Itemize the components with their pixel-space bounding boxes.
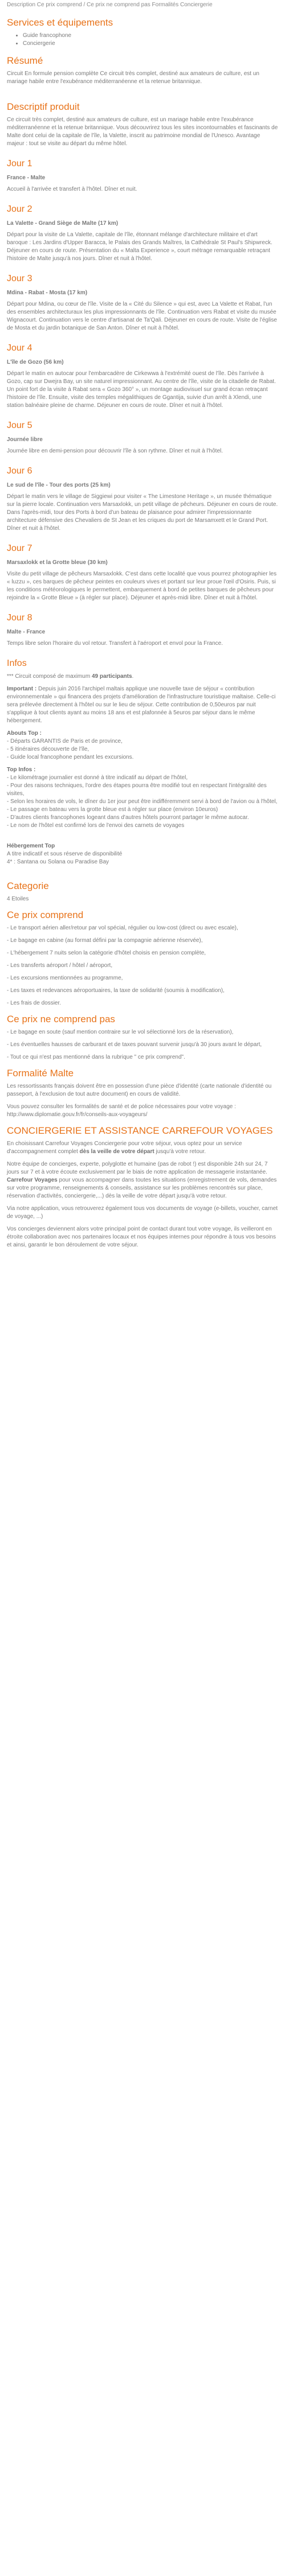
infos-participants-suffix: . [132, 673, 134, 680]
day-subtitle: Journée libre [7, 437, 43, 443]
infos-participants-prefix: *** Circuit composé de maximum [7, 673, 92, 680]
day-subtitle: L'île de Gozo (56 km) [7, 359, 64, 365]
day-title: Jour 4 [7, 343, 32, 353]
day-text: Départ pour la visite de La Valette, capitale de l'île, étonnant mélange d'architecture militaire et d'art baroque : Les Jardins d'Upper Baracca, le Palais des Grands Maîtres, la Cathédrale St Paul's Shipwreck. Déjeuner en cours de route. Présentation du « Malta Experience », court métrage remarquable retraçant l'histoire de Malte jusqu'à nos jours. Dîner et nuit à l'hôtel. [7, 232, 272, 262]
abouts-top-title: Abouts Top : [7, 730, 42, 736]
resume-title: Résumé [7, 55, 43, 66]
conciergerie-documents: Via notre application, vous retrouverez également tous vos documents de voyage (e-billets, voucher, carnet de voyage, ...) [7, 1205, 278, 1220]
list-item: - Les taxes et redevances aéroportuaires, la taxe de solidarité (soumis à modification), [7, 987, 225, 994]
hebergement [7, 842, 278, 866]
day-6 [7, 466, 278, 533]
breadcrumb[interactable]: Description Ce prix comprend / Ce prix ne comprend pas Formalités Conciergerie [7, 2, 213, 8]
day-title: Jour 5 [7, 421, 32, 430]
infos-participants-count: 49 participants [91, 673, 132, 680]
day-title: Jour 6 [7, 466, 32, 476]
conciergerie-intro-bold: dès la veille de votre départ [79, 1149, 154, 1155]
conciergerie-intro-a: En choisissant Carrefour Voyages Conciergerie pour votre séjour, vous optez pour un service d'accompagnement complet [7, 1141, 242, 1155]
day-text: Départ le matin vers le village de Siggiewi pour visiter « The Limestone Heritage », un musée thématique sur la pierre locale. Continuation vers Marsaxlokk, un petit village de pêcheurs. Déjeuner en cours de route. Dans l'après-midi, tour des Ports à bord d'un bateau de plaisance pour admirer l'impressionnante architecture défensive des Chevaliers de St Jean et les criques du port de Marsamxett et le Grand Port. Dîner et nuit à l'hôtel. [7, 493, 278, 532]
list-item: - Le bagage en soute (sauf mention contraire sur le vol sélectionné lors de la réservation), [7, 1029, 234, 1035]
conciergerie-team-b: pour vous accompagner dans toutes les situations (enregistrement de vols, demandes sur votre programme, renseignements & conseils, assistance sur les problèmes rencontrés sur place, réservation d'activités, conciergerie,...) dès la veille de votre départ jusqu'à votre retour. [7, 1177, 277, 1199]
infos-title: Infos [7, 659, 27, 668]
day-title: Jour 7 [7, 544, 32, 553]
top-infos-line: - Le nom de l'hôtel est confirmé lors de l'envoi des carnets de voyages [7, 822, 185, 829]
day-text: Départ pour Mdina, ou cœur de l'île. Visite de la « Cité du Silence » qui est, avec La Valette et Rabat, l'un des ensembles architecturaux les plus impressionnants de l'île. Continuation vers Rabat et visite du musée Wignacourt. Continuation vers le centre d'artisanat de Ta'Qali. Déjeuner en cours de route. Visite de l'église de Mosta et du jardin botanique de San Anton. Dîner et nuit à l'hôtel. [7, 301, 277, 331]
list-item: - Le transport aérien aller/retour par vol spécial, régulier ou low-cost (direct ou avec escale), [7, 925, 238, 931]
categorie-title: Categorie [7, 880, 49, 891]
day-title: Jour 8 [7, 613, 32, 623]
top-infos-line: - Le passage en bateau vers la grotte bleue est à régler sur place (environ 10euros) [7, 806, 218, 813]
service-item: • Guide francophone [23, 32, 278, 40]
abouts-top-line: - 5 itinéraires découverte de l'île, [7, 746, 89, 752]
service-item: • Conciergerie [23, 40, 278, 48]
prix-comprend-title: Ce prix comprend [7, 910, 84, 920]
infos-important-text: Depuis juin 2016 l'archipel maltais applique une nouvelle taxe de séjour « contribution environnementale » qui financera des projets d'amélioration de l'infrastructure touristique maltaise. Celle-ci sera prélevée directement à l'hôtel ou sur le lieu de séjour. Cette contribution de 0,50euros par nuit s'applique à tout clients ayant au moins 18 ans et est plafonnée à 5euros par séjour dans le même hébergement. [7, 686, 276, 724]
conciergerie-team [7, 1161, 278, 1200]
prix-comprend-list [7, 924, 278, 1007]
conciergerie-contact: Vos concierges deviennent alors votre principal point de contact durant tout votre voyage, ils veilleront en étroite collaboration avec nos partenaires locaux et nos équipes internes pour répondre à tous vos besoins et ainsi, garantir le bon déroulement de votre séjour. [7, 1226, 276, 1248]
top-infos-line: - Le kilométrage journalier est donné à titre indicatif au départ de l'hôtel, [7, 775, 188, 781]
infos-participants [7, 673, 278, 681]
day-3 [7, 273, 278, 332]
hebergement-title: Hébergement Top [7, 843, 55, 849]
day-text: Départ le matin en autocar pour l'embarcadère de Cirkewwa à l'extrémité ouest de l'île. Dès l'arrivée à Gozo, cap sur Dwejra Bay, un site naturel impressionnant. Au centre de l'île, visite de la citadelle de Rabat. Un point fort de la visite à Rabat sera « Gozo 360° », un montage audiovisuel sur grand écran retraçant l'histoire de l'île. Ensuite, visite des temples mégalithiques de Ggantija, suivie d'un arrêt à Xlendi, une station balnéaire pleine de charme. Déjeuner en cours de route. Dîner et nuit à l'hôtel. [7, 371, 276, 409]
day-text: Visite du petit village de pêcheurs Marsaxlokk. C'est dans cette localité que vous pourrez photographier les « luzzu », ces barques de pêcheur peintes en couleurs vives et portant sur leur proue l'œil d'Osiris. Puis, si les conditions météorologiques le permettent, embarquement à bord de petites barques de pêcheurs pour rejoindre la « Grotte Bleue » (à régler sur place). Déjeuner et après-midi libre. Dîner et nuit à l'hôtel. [7, 571, 277, 601]
conciergerie-team-bold: Carrefour Voyages [7, 1177, 58, 1183]
day-1 [7, 158, 278, 194]
day-text: Temps libre selon l'horaire du vol retour. Transfert à l'aéroport et envol pour la France. [7, 640, 223, 647]
resume-text: Circuit En formule pension complète Ce circuit très complet, destiné aux amateurs de culture, est un mariage habile entre l'exubérance méditerranéenne et la retenue britannique. [7, 71, 259, 85]
day-text: Journée libre en demi-pension pour découvrir l'île à son rythme. Dîner et nuit à l'hôtel. [7, 448, 223, 454]
infos-important [7, 685, 278, 725]
day-subtitle: France - Malte [7, 175, 46, 181]
services-list [7, 32, 278, 48]
abouts-top-line: - Départs GARANTIS de Paris et de province, [7, 738, 123, 744]
formalite-health-link[interactable]: Vous pouvez consulter les formalités de santé et de police nécessaires pour votre voyage : http://www.diplomatie.gouv.fr/fr/conseils-aux-voyageurs/ [7, 1104, 236, 1118]
prix-ne-comprend-title: Ce prix ne comprend pas [7, 1014, 115, 1024]
day-4 [7, 343, 278, 410]
categorie-value: 4 Etoiles [7, 896, 29, 902]
conciergerie-team-a: Notre équipe de concierges, experte, polyglotte et humaine (pas de robot !) est disponible 24h sur 24, 7 jours sur 7 et à votre écoute exclusivement par le biais de notre application de messagerie instantanée. [7, 1161, 268, 1175]
conciergerie-intro [7, 1140, 278, 1156]
page [0, 0, 285, 1249]
top-infos [7, 766, 278, 830]
descriptif-text: Ce circuit très complet, destiné aux amateurs de culture, est un mariage habile entre l'exubérance méditerranéenne et la retenue britannique. Vous découvrirez tous les sites incontournables et fascinants de Malte dont celui de la capitale de l'île, la Valette, inscrit au patrimoine mondial de l'Unesco. Avantage majeur : tout se visite au départ du même hôtel. [7, 117, 278, 147]
top-infos-title: Top Infos : [7, 767, 36, 773]
day-subtitle: Malte - France [7, 629, 46, 635]
day-text: Accueil à l'arrivée et transfert à l'hôtel. Dîner et nuit. [7, 186, 137, 192]
day-subtitle: Mdina - Rabat - Mosta (17 km) [7, 290, 88, 296]
day-title: Jour 1 [7, 159, 32, 168]
list-item: - Le bagage en cabine (au format défini par la compagnie aérienne réservée), [7, 937, 203, 944]
top-infos-line: - Selon les horaires de vols, le dîner du 1er jour peut être indifféremment servi à bord de l'avion ou à l'hôtel, [7, 799, 278, 805]
list-item: - Les excursions mentionnées au programme, [7, 975, 123, 981]
conciergerie-intro-b: jusqu'à votre retour. [154, 1149, 206, 1155]
day-7 [7, 543, 278, 602]
list-item: - L'hébergement 7 nuits selon la catégorie d'hôtel choisis en pension complète, [7, 950, 206, 956]
formalite-title: Formalité Malte [7, 1068, 74, 1079]
day-5 [7, 420, 278, 455]
day-title: Jour 3 [7, 274, 32, 283]
hebergement-line: A titre indicatif et sous réserve de disponibilité [7, 851, 123, 857]
formalite-identity: Les ressortissants français doivent être en possession d'une pièce d'identité (carte nationale d'identité ou passeport, à l'exclusion de tout autre document) en cours de validité. [7, 1083, 272, 1097]
conciergerie-title: CONCIERGERIE ET ASSISTANCE CARREFOUR VOYAGES [7, 1125, 273, 1136]
descriptif-title: Descriptif produit [7, 101, 80, 112]
prix-ne-comprend-list [7, 1028, 278, 1061]
day-8 [7, 612, 278, 648]
infos-important-label: Important : [7, 686, 37, 692]
day-subtitle: Marsaxlokk et la Grotte bleue (30 km) [7, 559, 108, 566]
day-2 [7, 204, 278, 263]
abouts-top [7, 730, 278, 762]
day-subtitle: La Valette - Grand Siège de Malte (17 km) [7, 220, 119, 227]
top-infos-line: - Pour des raisons techniques, l'ordre des étapes pourra être modifié tout en respectant l'intégralité des visites, [7, 783, 267, 797]
top-infos-line: - D'autres clients francophones logeant dans d'autres hôtels pourront partager le même autocar. [7, 814, 249, 821]
list-item: - Tout ce qui n'est pas mentionné dans la rubrique " ce prix comprend". [7, 1054, 185, 1060]
list-item: - Les éventuelles hausses de carburant et de taxes pouvant survenir jusqu'à 30 jours avant le départ, [7, 1042, 262, 1048]
list-item: - Les transferts aéroport / hôtel / aéroport, [7, 962, 113, 969]
day-title: Jour 2 [7, 204, 32, 214]
list-item: - Les frais de dossier. [7, 1000, 62, 1006]
services-title: Services et équipements [7, 17, 113, 28]
day-subtitle: Le sud de l'île - Tour des ports (25 km) [7, 482, 111, 488]
infos-section [7, 658, 278, 866]
abouts-top-line: - Guide local francophone pendant les excursions. [7, 754, 134, 760]
hebergement-line: 4* : Santana ou Solana ou Paradise Bay [7, 859, 109, 865]
